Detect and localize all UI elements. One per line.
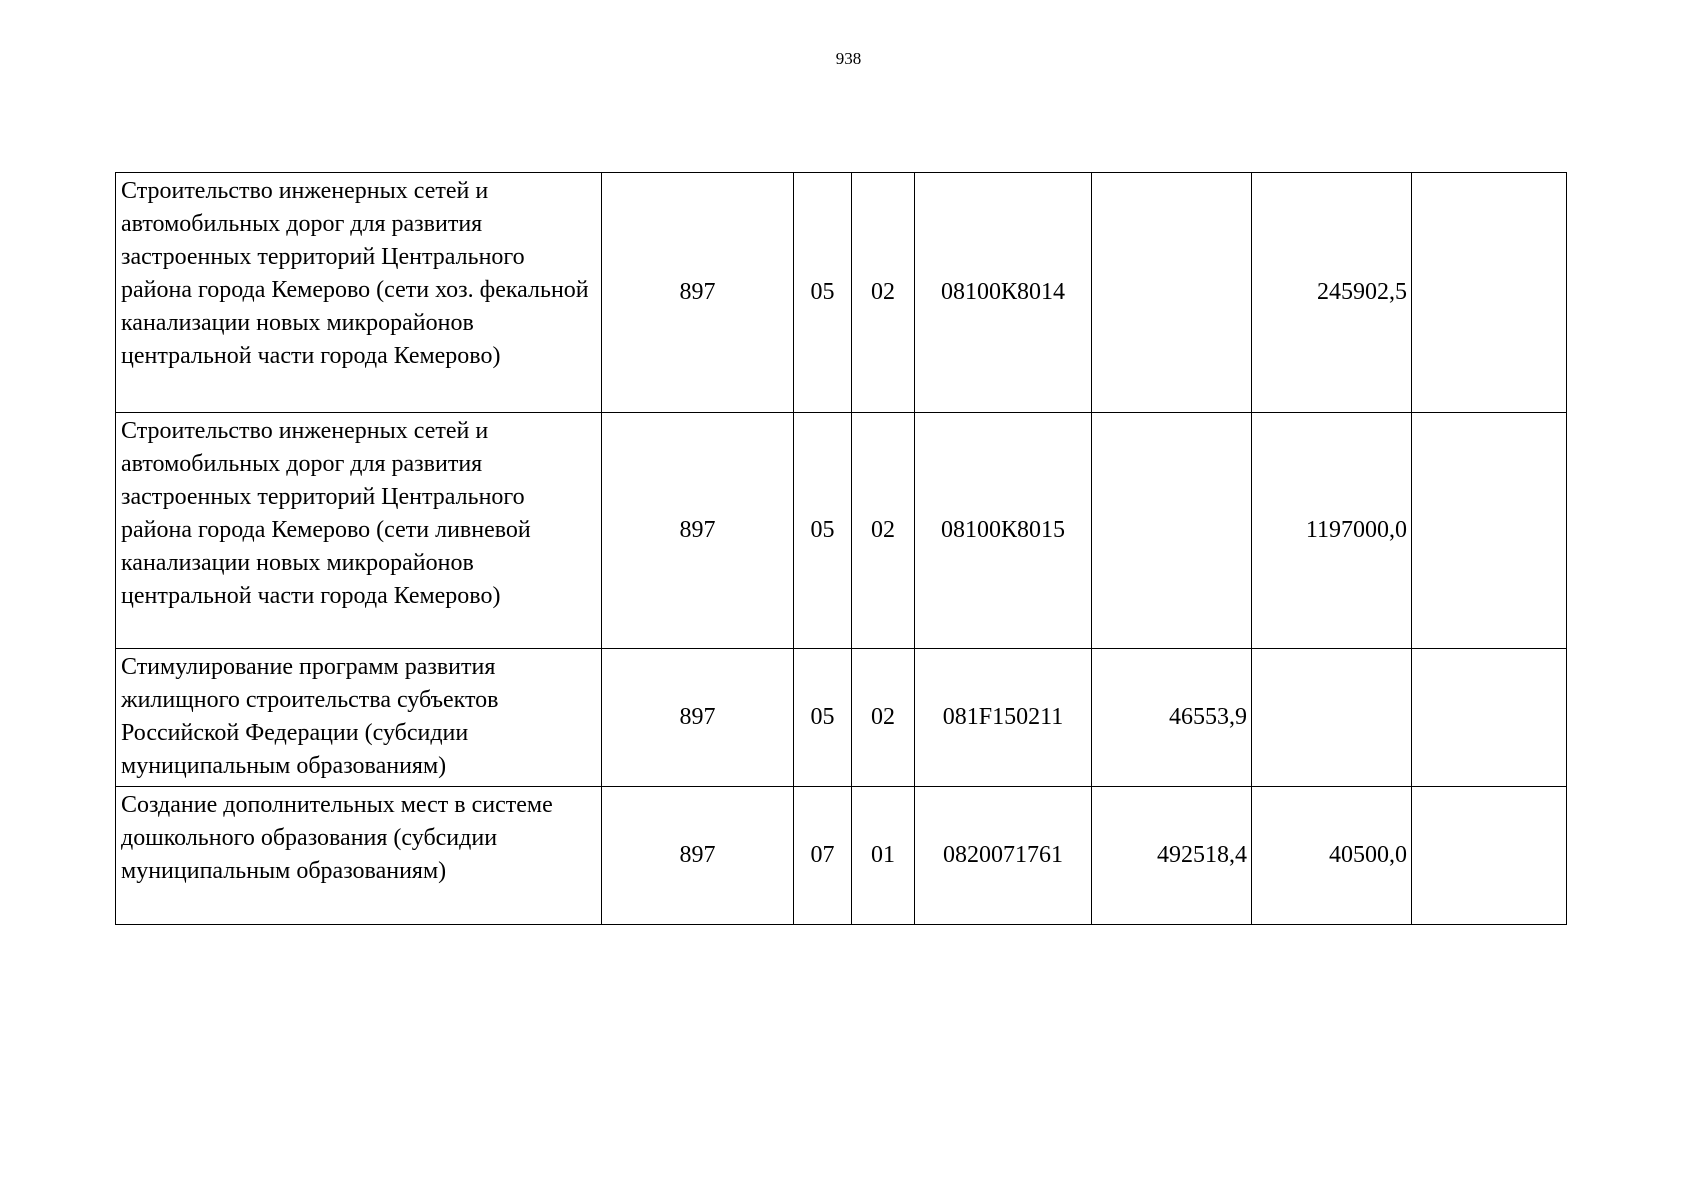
amount-3-cell [1412, 173, 1567, 413]
table-row [116, 173, 1567, 413]
ministry-code-cell: 897 [602, 173, 794, 413]
target-article-cell: 08100К8015 [915, 413, 1092, 649]
expense-name-cell: Создание дополнительных мест в системе дошкольного образования (субсидии муниципальным образованиям) [116, 787, 602, 925]
amount-2-cell: 245902,5 [1252, 173, 1412, 413]
ministry-code-cell: 897 [602, 787, 794, 925]
table-row [116, 649, 1567, 787]
section-cell: 07 [794, 787, 852, 925]
amount-3-cell [1412, 413, 1567, 649]
amount-1-cell [1092, 413, 1252, 649]
ministry-code-cell: 897 [602, 413, 794, 649]
amount-1-cell: 46553,9 [1092, 649, 1252, 787]
amount-3-cell [1412, 649, 1567, 787]
amount-2-cell [1252, 649, 1412, 787]
subsection-cell: 02 [852, 649, 915, 787]
subsection-cell: 02 [852, 413, 915, 649]
target-article-cell: 081F150211 [915, 649, 1092, 787]
subsection-cell: 02 [852, 173, 915, 413]
amount-3-cell [1412, 787, 1567, 925]
target-article-cell: 0820071761 [915, 787, 1092, 925]
section-cell: 05 [794, 649, 852, 787]
expense-name-cell: Строительство инженерных сетей и автомобильных дорог для развития застроенных территорий Центрального района города Кемерово (сети ливневой канализации новых микрорайонов центральной части города Кемерово) [116, 413, 602, 649]
expense-name-cell: Стимулирование программ развития жилищного строительства субъектов Российской Федерации (субсидии муниципальным образованиям) [116, 649, 602, 787]
amount-1-cell: 492518,4 [1092, 787, 1252, 925]
budget-table [115, 172, 1567, 925]
table-row [116, 413, 1567, 649]
section-cell: 05 [794, 413, 852, 649]
subsection-cell: 01 [852, 787, 915, 925]
target-article-cell: 08100К8014 [915, 173, 1092, 413]
ministry-code-cell: 897 [602, 649, 794, 787]
page-number: 938 [835, 49, 862, 68]
amount-2-cell: 40500,0 [1252, 787, 1412, 925]
table-row [116, 787, 1567, 925]
expense-name-cell: Строительство инженерных сетей и автомобильных дорог для развития застроенных территорий Центрального района города Кемерово (сети хоз. фекальной канализации новых микрорайонов центральной части города Кемерово) [116, 173, 602, 413]
amount-1-cell [1092, 173, 1252, 413]
amount-2-cell: 1197000,0 [1252, 413, 1412, 649]
section-cell: 05 [794, 173, 852, 413]
